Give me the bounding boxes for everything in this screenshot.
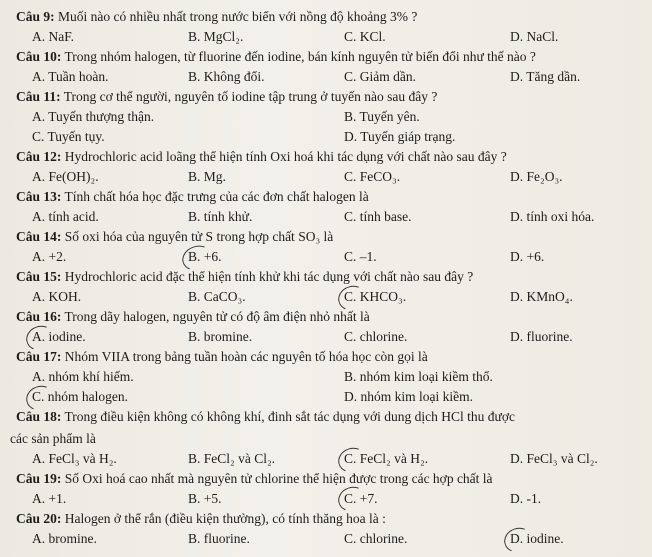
- option-b: B. CaCO₃.: [188, 289, 246, 304]
- option-b: B. fluorine.: [188, 531, 250, 546]
- question-number: Câu 17:: [16, 349, 62, 364]
- option-c: C. +7.: [344, 491, 378, 506]
- option-c: C. chlorine.: [344, 329, 408, 344]
- question-9: [0, 6, 652, 28]
- option-d: D. Fe₂O₃.: [510, 169, 563, 184]
- options-10: [0, 66, 652, 88]
- question-17: [0, 346, 652, 368]
- question-text: Trong dãy halogen, nguyên tử có độ âm điện nhỏ nhất là: [61, 309, 370, 324]
- option-a: A. iodine.: [32, 329, 86, 344]
- question-18-cont: [0, 428, 652, 450]
- option-c: C. FeCl₂ và H₂.: [344, 451, 429, 466]
- question-text: Trong cơ thể người, nguyên tố iodine tập trung ở tuyến nào sau đây ?: [60, 89, 438, 104]
- options-17a: [0, 366, 652, 388]
- question-number: Câu 10:: [16, 49, 62, 64]
- options-19: [0, 488, 652, 510]
- question-text: Trong nhóm halogen, từ fluorine đến iodine, bán kính nguyên tử biến đổi như thế nào ?: [61, 49, 536, 64]
- options-20: [0, 528, 652, 550]
- option-a: A. Fe(OH)₂.: [32, 169, 99, 184]
- question-number: Câu 14:: [16, 229, 62, 244]
- option-b: B. FeCl₂ và Cl₂.: [188, 451, 276, 466]
- options-11a: [0, 106, 652, 128]
- option-c: C. –1.: [344, 249, 377, 264]
- question-15: [0, 266, 652, 288]
- question-text: Tính chất hóa học đặc trưng của các đơn chất halogen là: [61, 189, 369, 204]
- option-c: C. tính base.: [344, 209, 412, 224]
- question-number: Câu 20:: [16, 511, 62, 526]
- option-c: C. chlorine.: [344, 531, 408, 546]
- option-d: D. Tăng dần.: [510, 69, 581, 84]
- option-c: C. KHCO₃.: [344, 289, 407, 304]
- options-18: [0, 448, 652, 470]
- question-number: Câu 9:: [16, 9, 55, 24]
- question-number: Câu 15:: [16, 269, 62, 284]
- option-c: C. Giảm dần.: [344, 69, 416, 84]
- question-number: Câu 19:: [16, 471, 62, 486]
- option-b: B. Mg.: [188, 169, 226, 184]
- option-c: C. FeCO₃.: [344, 169, 401, 184]
- option-a: A. bromine.: [32, 531, 97, 546]
- question-number: Câu 16:: [16, 309, 62, 324]
- option-d: D. nhóm kim loại kiềm.: [344, 389, 473, 404]
- question-number: Câu 11:: [16, 89, 61, 104]
- option-a: A. Tuần hoàn.: [32, 69, 109, 84]
- question-10: [0, 46, 652, 68]
- option-c: C. Tuyến tụy.: [32, 129, 105, 144]
- option-a: A. KOH.: [32, 289, 82, 304]
- options-15: [0, 286, 652, 308]
- option-a: A. NaF.: [32, 29, 75, 44]
- option-b: B. MgCl₂.: [188, 29, 244, 44]
- option-a: A. +1.: [32, 491, 67, 506]
- option-a: A. tính acid.: [32, 209, 99, 224]
- question-text: Số oxi hóa của nguyên tử S trong hợp chất SO₃ là: [61, 229, 334, 244]
- option-b: B. Không đổi.: [188, 69, 265, 84]
- question-text: Nhóm VIIA trong bảng tuần hoàn các nguyên tố hóa học còn gọi là: [61, 349, 428, 364]
- option-c: C. KCl.: [344, 29, 386, 44]
- option-c: C. nhóm halogen.: [32, 389, 128, 404]
- option-d: D. tính oxi hóa.: [510, 209, 595, 224]
- question-number: Câu 12:: [16, 149, 62, 164]
- option-d: D. NaCl.: [510, 29, 559, 44]
- options-17b: [0, 386, 652, 408]
- question-12: [0, 146, 652, 168]
- question-text: Halogen ở thể rắn (điều kiện thường), có tính thăng hoa là :: [61, 511, 386, 526]
- question-13: [0, 186, 652, 208]
- option-d: D. Tuyến giáp trạng.: [344, 129, 456, 144]
- option-a: A. +2.: [32, 249, 67, 264]
- options-9: [0, 26, 652, 48]
- option-b: B. tính khử.: [188, 209, 253, 224]
- question-text: Trong điều kiện không có không khí, đinh sắt tác dụng với dung dịch HCl thu được: [61, 409, 515, 424]
- question-20: [0, 508, 652, 530]
- question-16: [0, 306, 652, 328]
- question-number: Câu 13:: [16, 189, 62, 204]
- options-12: [0, 166, 652, 188]
- option-b: B. +5.: [188, 491, 222, 506]
- options-16: [0, 326, 652, 348]
- option-d: D. iodine.: [510, 531, 564, 546]
- question-14: [0, 226, 652, 248]
- options-13: [0, 206, 652, 228]
- options-11b: [0, 126, 652, 148]
- option-b: B. bromine.: [188, 329, 253, 344]
- option-d: D. fluorine.: [510, 329, 573, 344]
- question-number: Câu 18:: [16, 409, 62, 424]
- question-11: [0, 86, 652, 108]
- question-text-cont: các sản phẩm là: [10, 431, 96, 446]
- option-b: B. +6.: [188, 249, 222, 264]
- option-b: B. nhóm kim loại kiềm thổ.: [344, 369, 493, 384]
- option-d: D. FeCl₃ và Cl₂.: [510, 451, 598, 466]
- question-text: Hydrochloric acid loãng thể hiện tính Oxi hoá khi tác dụng với chất nào sau đây ?: [61, 149, 507, 164]
- option-a: A. FeCl₃ và H₂.: [32, 451, 117, 466]
- question-text: Hydrochloric acid đặc thể hiện tính khử khi tác dụng với chất nào sau đây ?: [61, 269, 474, 284]
- question-text: Số Oxi hoá cao nhất mà nguyên tử chlorine thể hiện được trong các hợp chất là: [61, 471, 493, 486]
- option-a: A. Tuyến thượng thận.: [32, 109, 155, 124]
- option-d: D. +6.: [510, 249, 545, 264]
- question-18: [0, 406, 652, 428]
- question-text: Muối nào có nhiều nhất trong nước biển với nồng độ khoảng 3% ?: [54, 9, 418, 24]
- option-d: D. -1.: [510, 491, 542, 506]
- option-d: D. KMnO₄.: [510, 289, 573, 304]
- option-a: A. nhóm khí hiếm.: [32, 369, 134, 384]
- question-19: [0, 468, 652, 490]
- options-14: [0, 246, 652, 268]
- option-b: B. Tuyến yên.: [344, 109, 420, 124]
